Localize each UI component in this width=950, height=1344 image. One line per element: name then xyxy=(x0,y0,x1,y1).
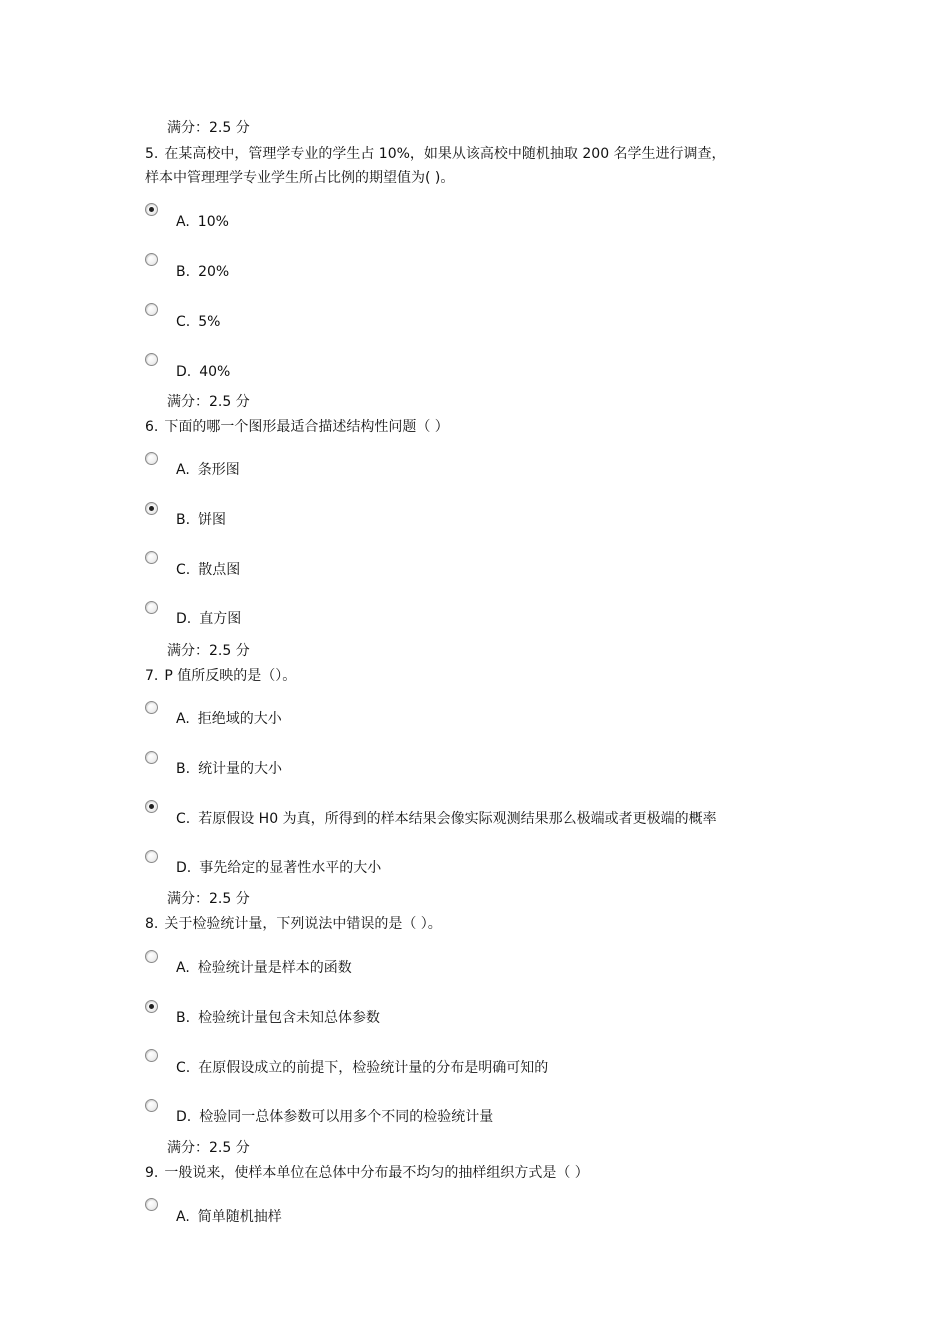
option-label[interactable] xyxy=(176,510,226,530)
option-radio-selected[interactable] xyxy=(145,800,158,813)
question-text-line: 一般说来，使样本单位在总体中分布最不均匀的抽样组织方式是（ ） xyxy=(164,1165,589,1181)
option-label[interactable] xyxy=(176,262,229,282)
option-text: 10% xyxy=(197,214,229,230)
question-number: 6. xyxy=(145,419,159,435)
question-7 xyxy=(145,664,296,688)
option-text: 检验统计量包含未知总体参数 xyxy=(198,1010,381,1026)
option-text: 在原假设成立的前提下，检验统计量的分布是明确可知的 xyxy=(198,1060,549,1076)
option-letter: B. xyxy=(176,1010,191,1026)
option-label[interactable] xyxy=(176,809,717,829)
option-text: 40% xyxy=(199,364,231,380)
question-text-line: P 值所反映的是（）。 xyxy=(164,668,297,684)
option-radio-selected[interactable] xyxy=(145,502,158,515)
option-letter: B. xyxy=(176,264,191,280)
question-6 xyxy=(145,415,449,439)
option-radio-selected[interactable] xyxy=(145,203,158,216)
score-label: 满分：2.5 分 xyxy=(167,643,250,659)
option-radio[interactable] xyxy=(145,701,158,714)
option-radio[interactable] xyxy=(145,1099,158,1112)
option-letter: A. xyxy=(176,462,190,478)
option-letter: D. xyxy=(176,860,192,876)
option-label[interactable] xyxy=(176,1008,380,1028)
option-text: 条形图 xyxy=(197,462,240,478)
option-radio-selected[interactable] xyxy=(145,1000,158,1013)
question-text-line: 样本中管理理学专业学生所占比例的期望值为( )。 xyxy=(145,170,455,186)
option-radio[interactable] xyxy=(145,253,158,266)
option-label[interactable] xyxy=(176,312,220,332)
option-label[interactable] xyxy=(176,709,282,729)
score-label: 满分：2.5 分 xyxy=(167,891,250,907)
option-text: 5% xyxy=(198,314,221,330)
score-label: 满分：2.5 分 xyxy=(167,1140,250,1156)
option-text: 散点图 xyxy=(198,562,241,578)
question-9 xyxy=(145,1161,589,1185)
option-letter: D. xyxy=(176,611,192,627)
option-letter: B. xyxy=(176,761,191,777)
question-number: 5. xyxy=(145,146,159,162)
option-letter: C. xyxy=(176,1060,191,1076)
option-text: 若原假设 H0 为真，所得到的样本结果会像实际观测结果那么极端或者更极端的概率 xyxy=(198,811,717,827)
question-text-line: 下面的哪一个图形最适合描述结构性问题（ ） xyxy=(164,419,449,435)
option-text: 20% xyxy=(198,264,230,280)
option-label[interactable] xyxy=(176,858,381,878)
option-label[interactable] xyxy=(176,362,230,382)
question-number: 7. xyxy=(145,668,159,684)
option-label[interactable] xyxy=(176,1058,548,1078)
option-text: 事先给定的显著性水平的大小 xyxy=(199,860,382,876)
option-radio[interactable] xyxy=(145,1049,158,1062)
option-radio[interactable] xyxy=(145,353,158,366)
option-radio[interactable] xyxy=(145,551,158,564)
option-radio[interactable] xyxy=(145,452,158,465)
option-radio[interactable] xyxy=(145,1198,158,1211)
score-label: 满分：2.5 分 xyxy=(167,120,250,136)
option-text: 检验统计量是样本的函数 xyxy=(197,960,352,976)
option-radio[interactable] xyxy=(145,303,158,316)
question-text-line: 在某高校中，管理学专业的学生占 10%，如果从该高校中随机抽取 200 名学生进行调查， xyxy=(164,146,726,162)
option-letter: D. xyxy=(176,1109,192,1125)
option-label[interactable] xyxy=(176,1207,282,1227)
option-text: 统计量的大小 xyxy=(198,761,283,777)
option-label[interactable] xyxy=(176,460,240,480)
option-letter: C. xyxy=(176,811,191,827)
question-text-line: 关于检验统计量，下列说法中错误的是（ ）。 xyxy=(164,916,442,932)
option-radio[interactable] xyxy=(145,751,158,764)
question-number: 9. xyxy=(145,1165,159,1181)
option-letter: A. xyxy=(176,711,190,727)
option-label[interactable] xyxy=(176,560,240,580)
option-label[interactable] xyxy=(176,958,352,978)
option-text: 检验同一总体参数可以用多个不同的检验统计量 xyxy=(199,1109,494,1125)
option-radio[interactable] xyxy=(145,850,158,863)
option-letter: A. xyxy=(176,214,190,230)
option-text: 直方图 xyxy=(199,611,242,627)
option-label[interactable] xyxy=(176,1107,493,1127)
option-letter: C. xyxy=(176,562,191,578)
question-8 xyxy=(145,912,442,936)
option-radio[interactable] xyxy=(145,601,158,614)
question-5 xyxy=(145,142,726,190)
option-text: 拒绝域的大小 xyxy=(197,711,282,727)
option-letter: A. xyxy=(176,960,190,976)
option-letter: B. xyxy=(176,512,191,528)
option-label[interactable] xyxy=(176,609,241,629)
option-label[interactable] xyxy=(176,212,229,232)
option-letter: C. xyxy=(176,314,191,330)
score-label: 满分：2.5 分 xyxy=(167,394,250,410)
option-letter: A. xyxy=(176,1209,190,1225)
option-letter: D. xyxy=(176,364,192,380)
option-text: 简单随机抽样 xyxy=(197,1209,282,1225)
option-label[interactable] xyxy=(176,759,282,779)
question-number: 8. xyxy=(145,916,159,932)
option-radio[interactable] xyxy=(145,950,158,963)
option-text: 饼图 xyxy=(198,512,227,528)
